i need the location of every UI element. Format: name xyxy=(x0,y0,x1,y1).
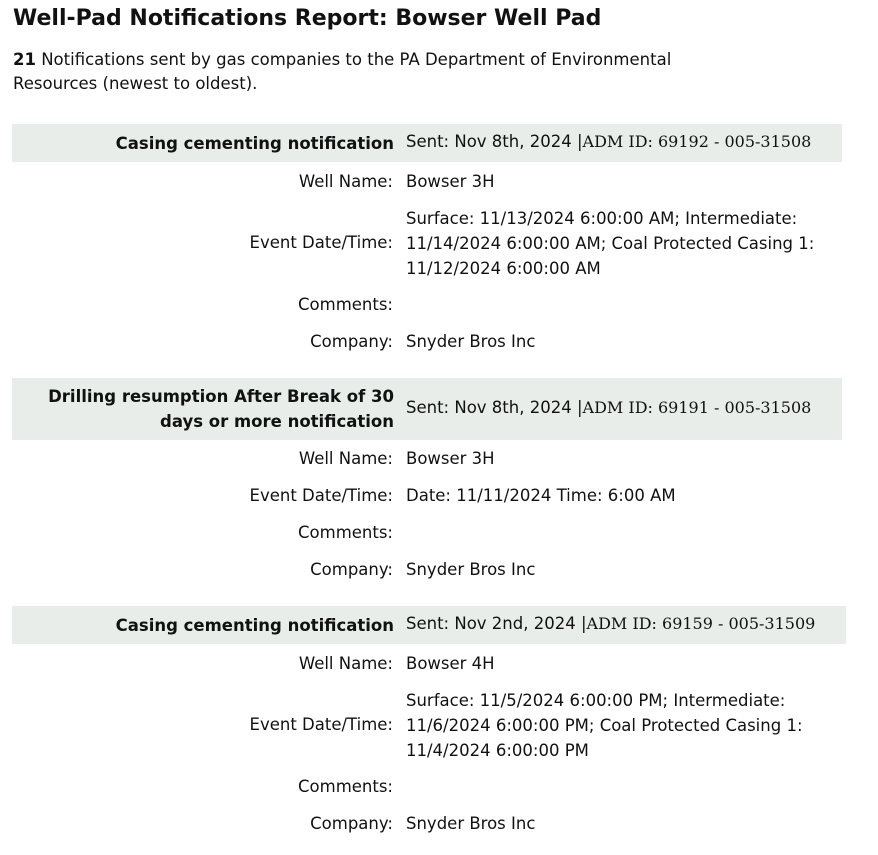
sent-date: Sent: Nov 2nd, 2024 | xyxy=(406,614,587,633)
event-datetime-value: Surface: 11/13/2024 6:00:00 AM; Intermediate: 11/14/2024 6:00:00 AM; Coal Protected Casing 1: 11/12/2024 6:00:00 AM xyxy=(406,209,815,278)
event-datetime-value: Date: 11/11/2024 Time: 6:00 AM xyxy=(406,486,676,505)
event-datetime-label: Event Date/Time: xyxy=(249,486,393,505)
notification-sent xyxy=(406,614,815,633)
event-datetime-value: Surface: 11/5/2024 6:00:00 PM; Intermediate: 11/6/2024 6:00:00 PM; Coal Protected Casing 1: 11/4/2024 6:00:00 PM xyxy=(406,691,803,760)
company-label: Company: xyxy=(310,332,393,351)
well-name-value: Bowser 3H xyxy=(406,449,495,468)
company-value: Snyder Bros Inc xyxy=(406,560,536,579)
well-name-value: Bowser 4H xyxy=(406,654,495,673)
company-value: Snyder Bros Inc xyxy=(406,814,536,833)
page-description: Notifications sent by gas companies to the PA Department of Environmental Resources (newest to oldest). xyxy=(13,50,672,93)
notification-header xyxy=(12,378,842,440)
sent-date: Sent: Nov 8th, 2024 | xyxy=(406,132,583,151)
page-title: Well-Pad Notifications Report: Bowser Well Pad xyxy=(13,6,602,31)
adm-id: ADM ID: 69191 - 005-31508 xyxy=(582,398,812,417)
page-intro xyxy=(13,48,733,96)
notification-count: 21 xyxy=(13,50,36,69)
notification-header xyxy=(12,124,842,162)
well-name-label: Well Name: xyxy=(298,449,393,468)
company-value: Snyder Bros Inc xyxy=(406,332,536,351)
notification-sent xyxy=(406,132,811,151)
event-datetime-label: Event Date/Time: xyxy=(249,715,393,734)
adm-id: ADM ID: 69159 - 005-31509 xyxy=(586,614,816,633)
well-name-label: Well Name: xyxy=(298,172,393,191)
comments-label: Comments: xyxy=(298,523,393,542)
comments-label: Comments: xyxy=(298,295,393,314)
notification-sent xyxy=(406,398,811,417)
notification-header xyxy=(12,606,846,644)
company-label: Company: xyxy=(310,814,393,833)
well-name-label: Well Name: xyxy=(298,654,393,673)
comments-label: Comments: xyxy=(298,777,393,796)
sent-date: Sent: Nov 8th, 2024 | xyxy=(406,398,583,417)
company-label: Company: xyxy=(310,560,393,579)
well-name-value: Bowser 3H xyxy=(406,172,495,191)
notification-type: Casing cementing notification xyxy=(115,134,394,153)
event-datetime-label: Event Date/Time: xyxy=(249,233,393,252)
notification-type: Drilling resumption After Break of 30 days or more notification xyxy=(48,387,394,431)
notification-type: Casing cementing notification xyxy=(115,616,394,635)
adm-id: ADM ID: 69192 - 005-31508 xyxy=(582,132,812,151)
